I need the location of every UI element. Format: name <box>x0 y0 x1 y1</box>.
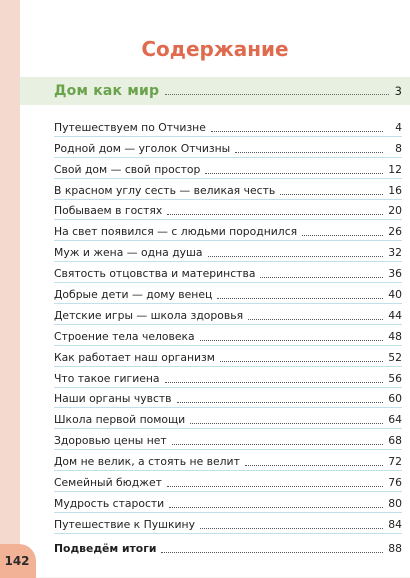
dot-leader <box>167 214 383 215</box>
summary-entry[interactable] <box>54 534 402 556</box>
dot-leader <box>205 173 383 174</box>
toc-entry-label: На свет появился — с людьми породнился <box>54 225 298 239</box>
dot-leader <box>217 298 383 299</box>
toc-entry-page: 80 <box>388 496 402 510</box>
toc-entry-label: Побываем в гостях <box>54 204 163 218</box>
dot-leader <box>245 465 383 466</box>
toc-entry[interactable] <box>54 239 402 260</box>
dot-leader <box>169 507 383 508</box>
toc-entry[interactable] <box>54 386 402 407</box>
toc-entry-label: Святость отцовства и материнства <box>54 267 256 281</box>
toc-entry-label: Школа первой помощи <box>54 413 186 427</box>
dot-leader <box>235 152 383 153</box>
dot-leader <box>177 402 383 403</box>
dot-leader <box>161 552 383 553</box>
toc-entry-label: Мудрость старости <box>54 496 165 510</box>
toc-entry-page: 68 <box>388 434 402 448</box>
toc-entry-label: Дом не велик, а стоять не велит <box>54 455 240 469</box>
toc-entry-label: В красном углу сесть — великая честь <box>54 183 276 197</box>
dot-leader <box>302 235 383 236</box>
toc-entry-page: 16 <box>388 183 402 197</box>
dot-leader <box>167 486 383 487</box>
toc-entry-label: Родной дом — уголок Отчизны <box>54 141 231 155</box>
toc-entry[interactable] <box>54 511 402 532</box>
toc-entry[interactable] <box>54 218 402 239</box>
section-entry[interactable] <box>54 83 402 99</box>
toc-entry[interactable] <box>54 344 402 365</box>
toc-entry-page: 52 <box>388 350 402 364</box>
dot-leader <box>208 256 383 257</box>
toc-entry-page: 44 <box>388 308 402 322</box>
section-label: Дом как мир <box>54 83 160 99</box>
toc-entry[interactable] <box>54 448 402 469</box>
toc-entry-page: 12 <box>388 162 402 176</box>
toc-entry-label: Здоровью цены нет <box>54 434 167 448</box>
toc-entry-page: 84 <box>388 517 402 531</box>
dot-leader <box>190 423 383 424</box>
toc-entry-label: Путешествуем по Отчизне <box>54 120 206 134</box>
summary-label: Подведём итоги <box>54 542 157 555</box>
toc-entry-page: 56 <box>388 371 402 385</box>
dot-leader <box>248 319 383 320</box>
page-title: Содержание <box>141 37 289 61</box>
toc-entry-page: 36 <box>388 267 402 281</box>
toc-entry[interactable] <box>54 281 402 302</box>
toc-entry[interactable] <box>54 156 402 177</box>
toc-entry-label: Муж и жена — одна душа <box>54 246 203 260</box>
toc-entry[interactable] <box>54 323 402 344</box>
toc-entry-page: 20 <box>388 204 402 218</box>
toc-entry[interactable] <box>54 406 402 427</box>
toc-entry-page: 26 <box>388 225 402 239</box>
toc-entry-page: 64 <box>388 413 402 427</box>
toc-entry-label: Строение тела человека <box>54 329 195 343</box>
toc-entry-page: 76 <box>388 476 402 490</box>
dot-leader <box>165 94 388 95</box>
toc-entry-label: Семейный бюджет <box>54 476 162 490</box>
toc-entry-label: Добрые дети — дому венец <box>54 288 213 302</box>
dot-leader <box>172 444 383 445</box>
toc-entry[interactable] <box>54 114 402 135</box>
toc-entry-page: 60 <box>388 392 402 406</box>
toc-list <box>54 114 402 532</box>
toc-entry-page: 4 <box>395 120 402 134</box>
section-page-number: 3 <box>394 84 402 98</box>
toc-entry[interactable] <box>54 177 402 198</box>
toc-entry[interactable] <box>54 427 402 448</box>
toc-entry[interactable] <box>54 490 402 511</box>
dot-leader <box>211 131 383 132</box>
page-number: 142 <box>4 554 30 568</box>
dot-leader <box>200 528 383 529</box>
dot-leader <box>260 277 383 278</box>
page-number-badge <box>0 544 36 578</box>
toc-entry-page: 48 <box>388 329 402 343</box>
toc-entry-label: Детские игры — школа здоровья <box>54 308 244 322</box>
dot-leader <box>220 361 383 362</box>
toc-entry-label: Наши органы чувств <box>54 392 172 406</box>
toc-entry[interactable] <box>54 260 402 281</box>
dot-leader <box>165 382 383 383</box>
toc-entry-page: 40 <box>388 288 402 302</box>
toc-entry-page: 8 <box>395 141 402 155</box>
summary-page-number: 88 <box>388 542 402 555</box>
toc-entry[interactable] <box>54 135 402 156</box>
dot-leader <box>200 340 383 341</box>
toc-entry-label: Путешествие к Пушкину <box>54 517 195 531</box>
dot-leader <box>280 194 383 195</box>
toc-entry[interactable] <box>54 198 402 219</box>
toc-entry-page: 72 <box>388 455 402 469</box>
toc-entry-label: Как работает наш организм <box>54 350 215 364</box>
page-margin-strip <box>0 0 20 577</box>
toc-entry[interactable] <box>54 365 402 386</box>
toc-entry-page: 32 <box>388 246 402 260</box>
toc-entry[interactable] <box>54 469 402 490</box>
toc-entry[interactable] <box>54 302 402 323</box>
toc-entry-label: Что такое гигиена <box>54 371 160 385</box>
toc-entry-label: Свой дом — свой простор <box>54 162 201 176</box>
